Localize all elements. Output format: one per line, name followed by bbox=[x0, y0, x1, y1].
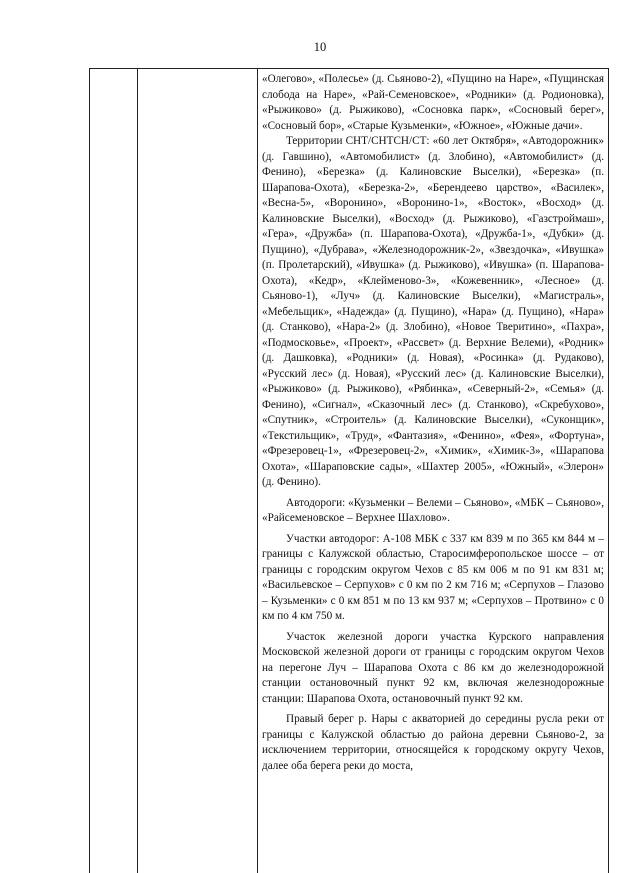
paragraph-river-bank: Правый берег р. Нары с акваторией до середины русла реки от границы с Калужской областью до района деревни Сьяново-2, за исключением территории, относящейся к городскому округу Чехов, далее оба берега реки до моста, bbox=[262, 713, 604, 772]
paragraph-road-segments: Участки автодорог: А-108 МБК с 337 км 839 м по 365 км 844 м – границы с Калужской областью, Старосимферопольское шоссе – от границы с городским округом Чехов с 85 км 006 м по 91 км 831 м; «Васильевское – Серпухов» с 0 км по 2 км 716 м; «Серпухов – Глазово – Кузьменки» с 0 км 851 м по 13 км 937 м; «Серпухов – Протвино» с 0 км по 4 км 750 м. bbox=[262, 532, 604, 622]
paragraph-snt-territories: Территории СНТ/СНТСН/СТ: «60 лет Октября», «Автодорожник» (д. Гавшино), «Автомобилист» (д. Злобино), «Автомобилист» (д. Фенино), «Березка» (д. Калиновские Выселки), «Березка» (п. Шарапова-Охота), «Березка-2», «Берендеево царство», «Василек», «Весна-5», «Воронино», «Воронино-1», «Восток», «Восход» (д. Калиновские Выселки), «Восход» (д. Рыжиково), «Газстроймаш», «Гера», «Дружба» (п. Шарапова-Охота), «Дружба-1», «Дубки» (д. Пущино), «Дубрава», «Железнодорожник-2», «Звездочка», «Ивушка» (п. Пролетарский), «Ивушка» (д. Рыжиково), «Ивушка» (п. Шарапова-Охота), «Кедр», «Клейменово-3», «Кожевенник», «Лесное» (д. Сьяново-1), «Луч» (д. Калиновские Выселки), «Магистраль», «Мебельщик», «Надежда» (д. Пущино), «Нара» (д. Пущино), «Нара» (д. Станково), «Нара-2» (д. Злобино), «Новое Тверитино», «Пахра», «Подмосковье», «Проект», «Рассвет» (д. Верхние Велеми), «Родник» (д. Дашковка), «Родники» (д. Новая), «Росинка» (д. Рудаково), «Русский лес» (д. Новая), «Русский лес» (д. Калиновские Выселки), «Рыжиково» (д. Рыжиково), «Рябинка», «Северный-2», «Семья» (д. Фенино), «Сигнал», «Сказочный лес» (д. Станково), «Скребухово», «Спутник», «Строитель» (д. Калиновские Выселки), «Суконщик», «Текстильщик», «Труд», «Фантазия», «Фенино», «Фея», «Фортуна», «Фрезеровец-1», «Фрезеровец-2», «Химик», «Химик-3», «Шарапова Охота», «Шараповские сады», «Шахтер 2005», «Южный», «Элерон» (д. Фенино). bbox=[262, 135, 604, 488]
page-number: 10 bbox=[313, 40, 327, 54]
document-table bbox=[89, 68, 609, 873]
description-cell bbox=[262, 72, 604, 774]
column-divider-1 bbox=[137, 69, 138, 873]
paragraph-railway: Участок железной дороги участка Курского направления Московской железной дороги от границы с городским округом Чехов на перегоне Луч – Шарапова Охота с 86 км до железнодорожной станции остановочный пункт 92 км, включая железнодорожные станции: Шарапова Охота, остановочный пункт 92 км. bbox=[262, 630, 604, 705]
column-divider-2 bbox=[257, 69, 258, 873]
paragraph-roads: Автодороги: «Кузьменки – Велеми – Сьяново», «МБК – Сьяново», «Райсеменовское – Верхнее Шахлово». bbox=[262, 496, 604, 524]
paragraph-settlements: «Олегово», «Полесье» (д. Сьяново-2), «Пущино на Наре», «Пущинская слобода на Наре», «Рай-Семеновское», «Родники» (д. Родионовка), «Рыжиково» (д. Рыжиково), «Сосновка парк», «Сосновый берег», «Сосновый бор», «Старые Кузьменки», «Южное», «Южные дачи». bbox=[262, 73, 604, 132]
